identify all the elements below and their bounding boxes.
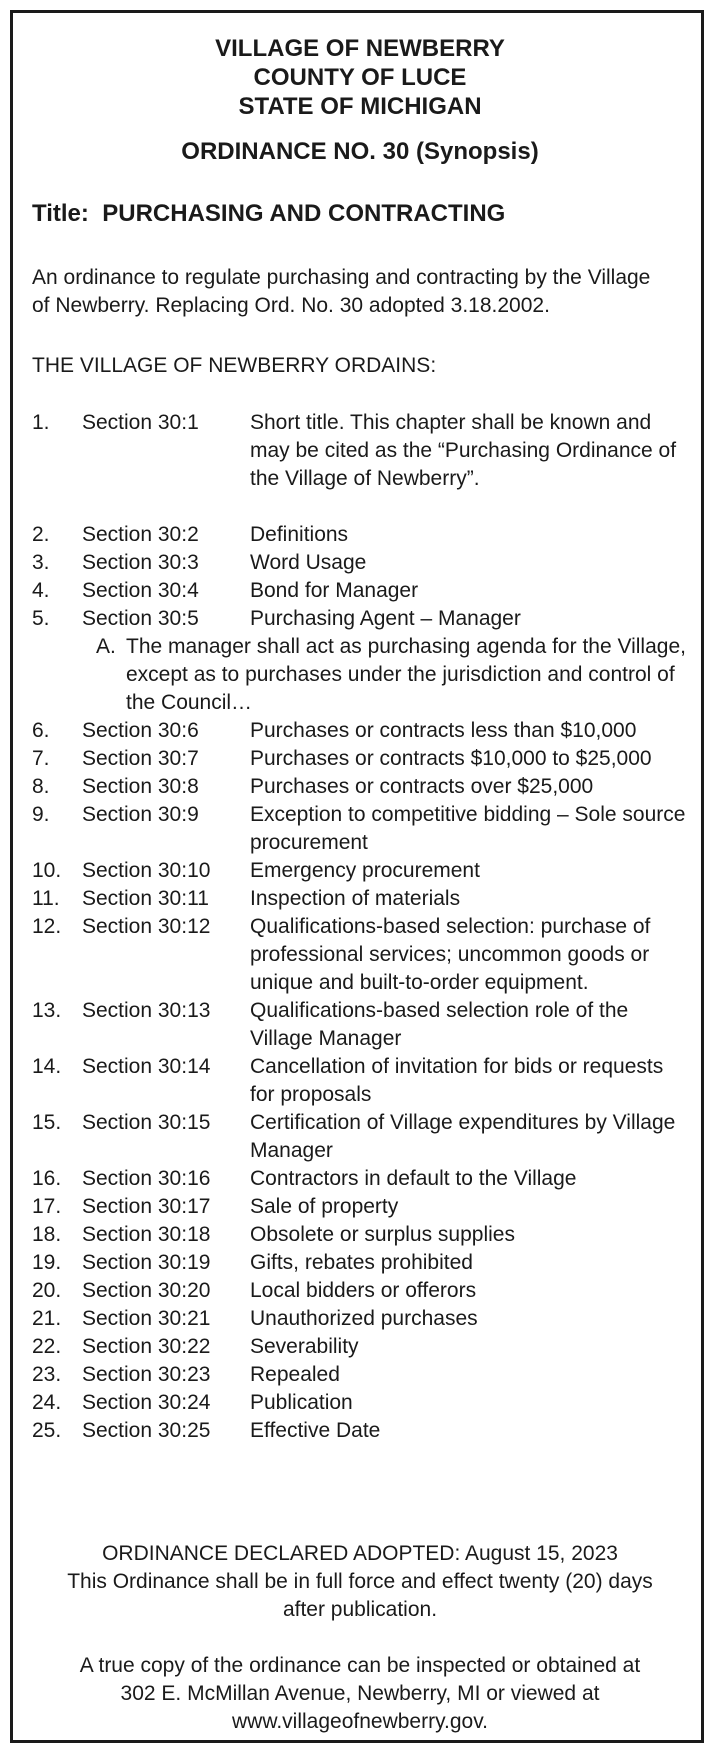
section-number: 14.: [32, 1055, 62, 1078]
header-village: VILLAGE OF NEWBERRY: [215, 35, 505, 62]
section-description: Qualifications-based selection: purchase of professional services; uncommon goods or unique and built-to-order equipment.: [250, 915, 651, 994]
section-number: 7.: [32, 747, 50, 770]
section-row: [32, 913, 692, 997]
ordinance-number: ORDINANCE NO. 30 (Synopsis): [181, 138, 539, 165]
section-description: Exception to competitive bidding – Sole source procurement: [250, 803, 686, 854]
section-number: 23.: [32, 1363, 62, 1386]
subsection-5a: [32, 633, 692, 717]
section-row: [32, 521, 692, 549]
section-row: [32, 1333, 692, 1361]
header-state: STATE OF MICHIGAN: [238, 93, 482, 120]
section-id: Section 30:4: [82, 579, 199, 602]
section-description: Contractors in default to the Village: [250, 1167, 577, 1190]
section-row: [32, 773, 692, 801]
section-description: Publication: [250, 1391, 353, 1414]
section-description: Bond for Manager: [250, 579, 419, 602]
section-row: [32, 1277, 692, 1305]
section-number: 8.: [32, 775, 50, 798]
section-number: 1.: [32, 411, 50, 434]
section-row: [32, 857, 692, 885]
section-id: Section 30:24: [82, 1391, 211, 1414]
section-id: Section 30:6: [82, 719, 199, 742]
adoption-block: [0, 1540, 720, 1624]
section-row: [32, 717, 692, 745]
section-list: [32, 409, 692, 1445]
section-description: Local bidders or offerors: [250, 1279, 477, 1302]
section-id: Section 30:7: [82, 747, 199, 770]
section-description: Repealed: [250, 1363, 340, 1386]
section-number: 5.: [32, 607, 50, 630]
section-number: 13.: [32, 999, 62, 1022]
section-id: Section 30:13: [82, 999, 211, 1022]
section-id: Section 30:18: [82, 1223, 211, 1246]
section-number: 6.: [32, 719, 50, 742]
section-id: Section 30:10: [82, 859, 211, 882]
section-row: [32, 549, 692, 577]
section-id: Section 30:11: [82, 887, 209, 910]
section-id: Section 30:22: [82, 1335, 211, 1358]
section-number: 9.: [32, 803, 50, 826]
section-row: [32, 1221, 692, 1249]
section-row: [32, 1053, 692, 1109]
section-id: Section 30:5: [82, 607, 199, 630]
section-description: Inspection of materials: [250, 887, 461, 910]
header: [0, 34, 720, 121]
section-id: Section 30:17: [82, 1195, 211, 1218]
intro-paragraph: An ordinance to regulate purchasing and contracting by the Village of Newberry. Replacing Ord. No. 30 adopted 3.18.2002.: [32, 266, 651, 317]
section-id: Section 30:23: [82, 1363, 211, 1386]
section-number: 19.: [32, 1251, 62, 1274]
section-row: [32, 745, 692, 773]
section-id: Section 30:8: [82, 775, 199, 798]
section-description: Effective Date: [250, 1419, 381, 1442]
section-number: 11.: [32, 887, 60, 910]
section-id: Section 30:19: [82, 1251, 211, 1274]
section-row: [32, 605, 692, 633]
section-row: [32, 1109, 692, 1165]
section-row: [32, 409, 692, 493]
section-number: 18.: [32, 1223, 62, 1246]
section-number: 22.: [32, 1335, 62, 1358]
section-row: [32, 1417, 692, 1445]
section-id: Section 30:9: [82, 803, 199, 826]
section-description: Gifts, rebates prohibited: [250, 1251, 473, 1274]
section-description: Purchases or contracts less than $10,000: [250, 719, 637, 742]
section-id: Section 30:25: [82, 1419, 211, 1442]
section-row: [32, 801, 692, 857]
section-id: Section 30:1: [82, 411, 199, 434]
section-row: [32, 1389, 692, 1417]
section-number: 17.: [32, 1195, 62, 1218]
section-id: Section 30:16: [82, 1167, 211, 1190]
section-number: 12.: [32, 915, 62, 938]
section-row: [32, 997, 692, 1053]
section-description: Obsolete or surplus supplies: [250, 1223, 515, 1246]
section-description: Certification of Village expenditures by Village Manager: [250, 1111, 676, 1162]
section-number: 24.: [32, 1391, 62, 1414]
section-description: Cancellation of invitation for bids or requests for proposals: [250, 1055, 664, 1106]
header-county: COUNTY OF LUCE: [253, 64, 467, 91]
section-id: Section 30:3: [82, 551, 199, 574]
section-number: 10.: [32, 859, 62, 882]
adopted-date: ORDINANCE DECLARED ADOPTED: August 15, 2023: [102, 1542, 618, 1565]
section-description: Purchases or contracts $10,000 to $25,000: [250, 747, 652, 770]
subsection-letter: A.: [96, 635, 116, 658]
section-row: [32, 1193, 692, 1221]
copy-notice-text: A true copy of the ordinance can be inspected or obtained at 302 E. McMillan Avenue, Newberry, MI or viewed at www.villageofnewberry.gov.: [79, 1654, 641, 1733]
section-number: 25.: [32, 1419, 62, 1442]
section-number: 15.: [32, 1111, 62, 1134]
section-number: 2.: [32, 523, 50, 546]
section-description: Unauthorized purchases: [250, 1307, 478, 1330]
section-row: [32, 1249, 692, 1277]
subsection-text: The manager shall act as purchasing agenda for the Village, except as to purchases under the jurisdiction and control of the Council…: [126, 635, 686, 714]
section-row: [32, 1165, 692, 1193]
section-description: Short title. This chapter shall be known and may be cited as the “Purchasing Ordinance of the Village of Newberry”.: [250, 411, 677, 490]
section-description: Severability: [250, 1335, 359, 1358]
ordains-line: THE VILLAGE OF NEWBERRY ORDAINS:: [32, 354, 437, 377]
section-description: Emergency procurement: [250, 859, 480, 882]
section-row: [32, 577, 692, 605]
section-id: Section 30:15: [82, 1111, 211, 1134]
section-description: Word Usage: [250, 551, 367, 574]
section-description: Qualifications-based selection role of the Village Manager: [250, 999, 629, 1050]
section-description: Purchasing Agent – Manager: [250, 607, 521, 630]
effective-statement: This Ordinance shall be in full force and effect twenty (20) days after publication.: [67, 1570, 653, 1621]
section-id: Section 30:14: [82, 1055, 211, 1078]
section-id: Section 30:2: [82, 523, 199, 546]
section-number: 21.: [32, 1307, 62, 1330]
section-row: [32, 1361, 692, 1389]
section-description: Sale of property: [250, 1195, 399, 1218]
ordinance-title: Title: PURCHASING AND CONTRACTING: [32, 200, 506, 227]
section-row: [32, 885, 692, 913]
section-number: 16.: [32, 1167, 62, 1190]
section-description: Purchases or contracts over $25,000: [250, 775, 594, 798]
copy-notice: [0, 1652, 720, 1736]
section-id: Section 30:12: [82, 915, 211, 938]
section-id: Section 30:20: [82, 1279, 211, 1302]
section-description: Definitions: [250, 523, 349, 546]
section-number: 3.: [32, 551, 50, 574]
section-gap: [32, 493, 692, 521]
section-number: 4.: [32, 579, 50, 602]
section-number: 20.: [32, 1279, 62, 1302]
section-id: Section 30:21: [82, 1307, 211, 1330]
section-row: [32, 1305, 692, 1333]
